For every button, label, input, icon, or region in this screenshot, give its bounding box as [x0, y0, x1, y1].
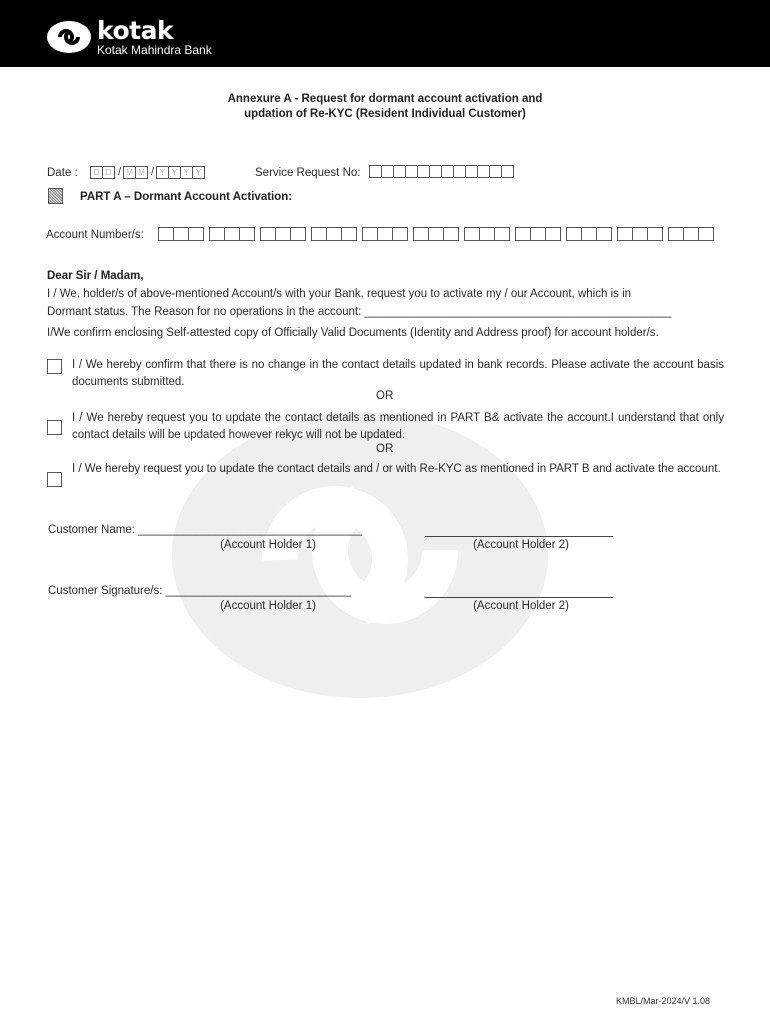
date-day-box[interactable]: D — [102, 166, 115, 179]
customer-name-label: Customer Name: ___________________________________ — [48, 524, 362, 536]
account-number-box[interactable] — [515, 227, 531, 241]
account-number-label: Account Number/s: — [46, 229, 144, 241]
date-year-box[interactable]: Y — [180, 166, 193, 179]
account-number-group[interactable] — [566, 227, 612, 240]
part-a-marker — [48, 188, 63, 204]
form-title-line-1: Annexure A - Request for dormant account activation and — [227, 93, 543, 105]
account-number-box[interactable] — [392, 227, 408, 241]
account-number-box[interactable] — [413, 227, 429, 241]
account-number-group[interactable] — [515, 227, 561, 240]
date-separator: / — [150, 166, 155, 178]
account-number-box[interactable] — [377, 227, 393, 241]
date-day-box[interactable]: D — [90, 166, 103, 179]
account-number-box[interactable] — [443, 227, 459, 241]
customer-signature-holder-1-caption: (Account Holder 1) — [220, 600, 316, 612]
salutation: Dear Sir / Madam, — [47, 270, 144, 282]
account-number-box[interactable] — [581, 227, 597, 241]
account-number-box[interactable] — [617, 227, 633, 241]
account-number-group[interactable] — [311, 227, 357, 240]
date-year-box[interactable]: Y — [168, 166, 181, 179]
option-3-checkbox[interactable] — [47, 472, 62, 487]
header-bar — [0, 0, 770, 67]
date-field[interactable] — [90, 166, 205, 179]
brand-name: kotak — [97, 16, 174, 45]
kotak-logo-icon — [46, 20, 92, 54]
brand-subtitle: Kotak Mahindra Bank — [97, 43, 212, 57]
account-number-box[interactable] — [566, 227, 582, 241]
date-month-box[interactable]: M — [135, 166, 148, 179]
customer-signature-label: Customer Signature/s: _____________________________ — [48, 585, 352, 597]
or-separator: OR — [376, 390, 394, 402]
account-number-field[interactable] — [158, 227, 719, 240]
account-number-box[interactable] — [173, 227, 189, 241]
account-number-group[interactable] — [668, 227, 714, 240]
option-1-text: I / We hereby confirm that there is no change in the contact details updated in bank records. Please activate the account basis documents submitted. — [72, 359, 724, 388]
account-number-box[interactable] — [290, 227, 306, 241]
form-version: KMBL/Mar-2024/V 1.08 — [616, 996, 711, 1006]
account-number-group[interactable] — [413, 227, 459, 240]
option-1-checkbox[interactable] — [47, 359, 62, 374]
account-number-box[interactable] — [362, 227, 378, 241]
account-number-box[interactable] — [341, 227, 357, 241]
form-title-line-2: updation of Re-KYC (Resident Individual Customer) — [244, 108, 526, 120]
account-number-box[interactable] — [158, 227, 174, 241]
account-number-box[interactable] — [326, 227, 342, 241]
account-number-group[interactable] — [260, 227, 306, 240]
account-number-box[interactable] — [464, 227, 480, 241]
account-number-box[interactable] — [209, 227, 225, 241]
customer-name-holder-2-caption: (Account Holder 2) — [473, 539, 569, 551]
account-number-box[interactable] — [698, 227, 714, 241]
or-separator: OR — [376, 443, 394, 455]
account-number-box[interactable] — [224, 227, 240, 241]
account-number-box[interactable] — [668, 227, 684, 241]
account-number-box[interactable] — [683, 227, 699, 241]
service-request-box[interactable] — [501, 165, 514, 178]
date-year-box[interactable]: Y — [156, 166, 169, 179]
account-number-box[interactable] — [494, 227, 510, 241]
option-3-text: I / We hereby request you to update the contact details and / or with Re-KYC as mentioned in PART B and activate the account. — [72, 463, 721, 475]
account-number-box[interactable] — [260, 227, 276, 241]
account-number-box[interactable] — [647, 227, 663, 241]
account-number-group[interactable] — [464, 227, 510, 240]
account-number-box[interactable] — [632, 227, 648, 241]
account-number-box[interactable] — [239, 227, 255, 241]
account-number-box[interactable] — [188, 227, 204, 241]
letter-line-1: I / We, holder/s of above-mentioned Account/s with your Bank, request you to activate my / our Account, which is in — [47, 288, 632, 300]
account-number-box[interactable] — [596, 227, 612, 241]
part-a-heading: PART A – Dormant Account Activation: — [80, 191, 293, 203]
account-number-box[interactable] — [530, 227, 546, 241]
account-number-box[interactable] — [545, 227, 561, 241]
account-number-group[interactable] — [362, 227, 408, 240]
customer-name-line-holder-2[interactable] — [425, 536, 613, 537]
option-2-checkbox[interactable] — [47, 420, 62, 435]
account-number-group[interactable] — [209, 227, 255, 240]
date-separator: / — [117, 166, 122, 178]
customer-signature-line-holder-2[interactable] — [425, 597, 613, 598]
customer-name-holder-1-caption: (Account Holder 1) — [220, 539, 316, 551]
date-month-box[interactable]: M — [123, 166, 136, 179]
service-request-label: Service Request No: — [255, 167, 361, 179]
kotak-watermark-icon — [170, 410, 550, 700]
customer-signature-holder-2-caption: (Account Holder 2) — [473, 600, 569, 612]
account-number-box[interactable] — [275, 227, 291, 241]
date-year-box[interactable]: Y — [192, 166, 205, 179]
letter-line-3: I/We confirm enclosing Self-attested copy of Officially Valid Documents (Identity and Address proof) for account holder/s. — [47, 327, 659, 339]
option-2-text: I / We hereby request you to update the contact details as mentioned in PART B& activate the account.I understand that only contact details will be updated however rekyc will not be updated. — [72, 412, 724, 441]
letter-line-2: Dormant status. The Reason for no operations in the account: ________________________________________________ — [47, 306, 672, 318]
account-number-box[interactable] — [311, 227, 327, 241]
account-number-box[interactable] — [428, 227, 444, 241]
date-label: Date : — [47, 167, 78, 179]
account-number-group[interactable] — [617, 227, 663, 240]
service-request-field[interactable] — [369, 165, 514, 178]
account-number-box[interactable] — [479, 227, 495, 241]
account-number-group[interactable] — [158, 227, 204, 240]
form-title — [170, 92, 600, 122]
